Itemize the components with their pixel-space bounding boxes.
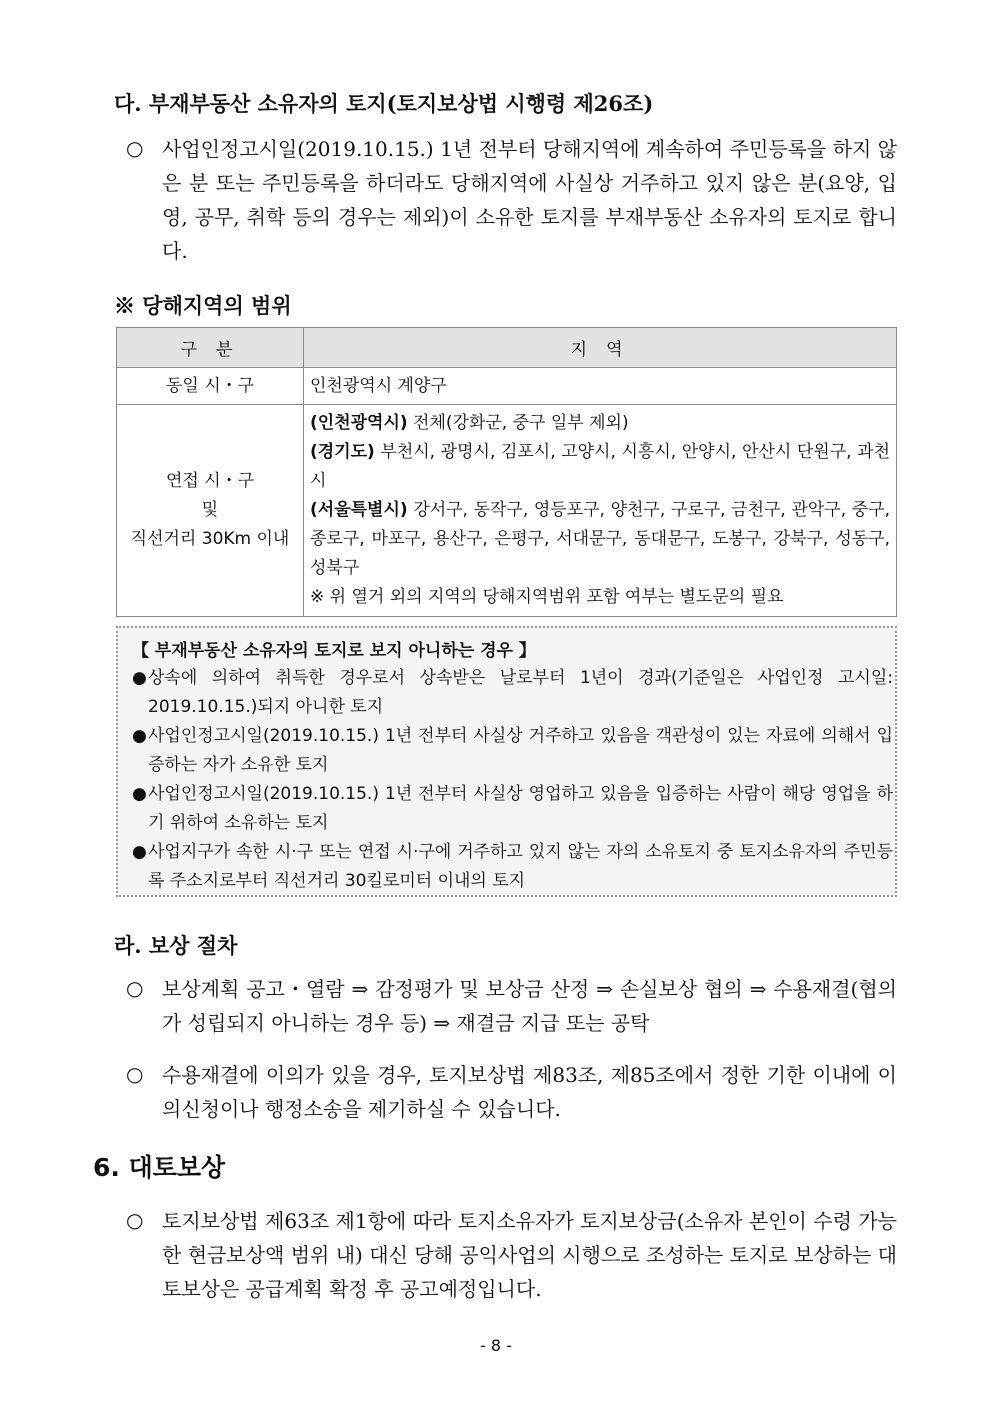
circle-bullet: ○	[126, 1062, 144, 1086]
list-item	[132, 780, 893, 838]
region-table	[116, 327, 897, 617]
section-ra-heading: 라. 보상 절차	[114, 933, 238, 958]
incheon-line	[310, 409, 890, 438]
incheon-text: 전체(강화군, 중구 일부 제외)	[407, 413, 629, 433]
gyeonggi-text: 부천시, 광명시, 김포시, 고양시, 시흥시, 안양시, 안산시 단원구, 과천시	[310, 442, 890, 491]
list-item	[132, 838, 893, 896]
row1-area: 인천광역시 계양구	[304, 368, 897, 405]
bullet-dot: ●	[132, 726, 147, 746]
table-row	[117, 405, 897, 617]
seoul-line	[310, 496, 890, 583]
table-note: ※ 위 열거 외의 지역의 당해지역범위 포함 여부는 별도문의 필요	[310, 587, 784, 607]
row2-area	[304, 405, 897, 617]
section6-paragraph: 토지보상법 제63조 제1항에 따라 토지소유자가 토지보상금(소유자 본인이 수령 가능한 현금보상액 범위 내) 대신 당해 공익사업의 시행으로 조성하는 토지로 보상하는 대토보상은 공급계획 확정 후 공고예정입니다.	[162, 1209, 897, 1301]
seoul-label: (서울특별시)	[310, 500, 408, 520]
exception-item-text: 상속에 의하여 취득한 경우로서 상속받은 날로부터 1년이 경과(기준일은 사업인정 고시일: 2019.10.15.)되지 아니한 토지	[148, 668, 893, 717]
section-da-paragraph: 사업인정고시일(2019.10.15.) 1년 전부터 당해지역에 계속하여 주민등록을 하지 않은 분 또는 주민등록을 하더라도 당해지역에 사실상 거주하고 있지 않은 분(요양, 입영, 공무, 취학 등의 경우는 제외)이 소유한 토지를 부재부동산 소유자의 토지로 합니다.	[162, 137, 897, 263]
circle-bullet: ○	[126, 1208, 144, 1232]
row2-category-line1: 연접 시・구	[165, 471, 255, 491]
exception-item-text: 사업인정고시일(2019.10.15.) 1년 전부터 사실상 거주하고 있음을 객관성이 있는 자료에 의해서 입증하는 자가 소유한 토지	[148, 726, 893, 775]
list-item	[132, 664, 893, 722]
bullet-dot: ●	[132, 784, 147, 804]
section6-title: 6. 대토보상	[93, 1153, 226, 1182]
col-header-category: 구 분	[117, 328, 304, 368]
circle-bullet: ○	[126, 976, 144, 1000]
col-header-area: 지 역	[304, 328, 897, 368]
scope-heading: ※ 당해지역의 범위	[114, 293, 292, 318]
row1-category: 동일 시・구	[117, 368, 304, 405]
section-ra-paragraph1: 보상계획 공고・열람 ⇒ 감정평가 및 보상금 산정 ⇒ 손실보상 협의 ⇒ 수용재결(협의가 성립되지 아니하는 경우 등) ⇒ 재결금 지급 또는 공탁	[162, 977, 897, 1035]
exception-item-text: 사업지구가 속한 시·구 또는 연접 시·구에 거주하고 있지 않는 자의 소유토지 중 토지소유자의 주민등록 주소지로부터 직선거리 30킬로미터 이내의 토지	[148, 842, 893, 891]
exception-box	[116, 626, 897, 897]
seoul-text: 강서구, 동작구, 영등포구, 양천구, 구로구, 금천구, 관악구, 중구, 종로구, 마포구, 용산구, 은평구, 서대문구, 동대문구, 도봉구, 강북구, 성동구, 성북구	[310, 500, 890, 578]
circle-bullet: ○	[126, 136, 144, 160]
row2-category-line3: 직선거리 30Km 이내	[130, 529, 290, 549]
exception-item-text: 사업인정고시일(2019.10.15.) 1년 전부터 사실상 영업하고 있음을 입증하는 사람이 해당 영업을 하기 위하여 소유하는 토지	[148, 784, 893, 833]
bullet-dot: ●	[132, 668, 147, 688]
gyeonggi-label: (경기도)	[310, 442, 375, 462]
section-ra-paragraph2: 수용재결에 이의가 있을 경우, 토지보상법 제83조, 제85조에서 정한 기한 이내에 이의신청이나 행정소송을 제기하실 수 있습니다.	[162, 1063, 897, 1121]
page-number: - 8 -	[480, 1336, 512, 1355]
incheon-label: (인천광역시)	[310, 413, 408, 433]
table-row	[117, 368, 897, 405]
row2-category-line2: 및	[201, 500, 219, 520]
list-item	[132, 722, 893, 780]
gyeonggi-line	[310, 438, 890, 496]
exception-box-title: 【 부재부동산 소유자의 토지로 보지 아니하는 경우 】	[132, 641, 536, 661]
row2-category	[117, 405, 304, 617]
section-da-heading: 다. 부재부동산 소유자의 토지(토지보상법 시행령 제26조)	[114, 91, 654, 116]
bullet-dot: ●	[132, 842, 147, 862]
